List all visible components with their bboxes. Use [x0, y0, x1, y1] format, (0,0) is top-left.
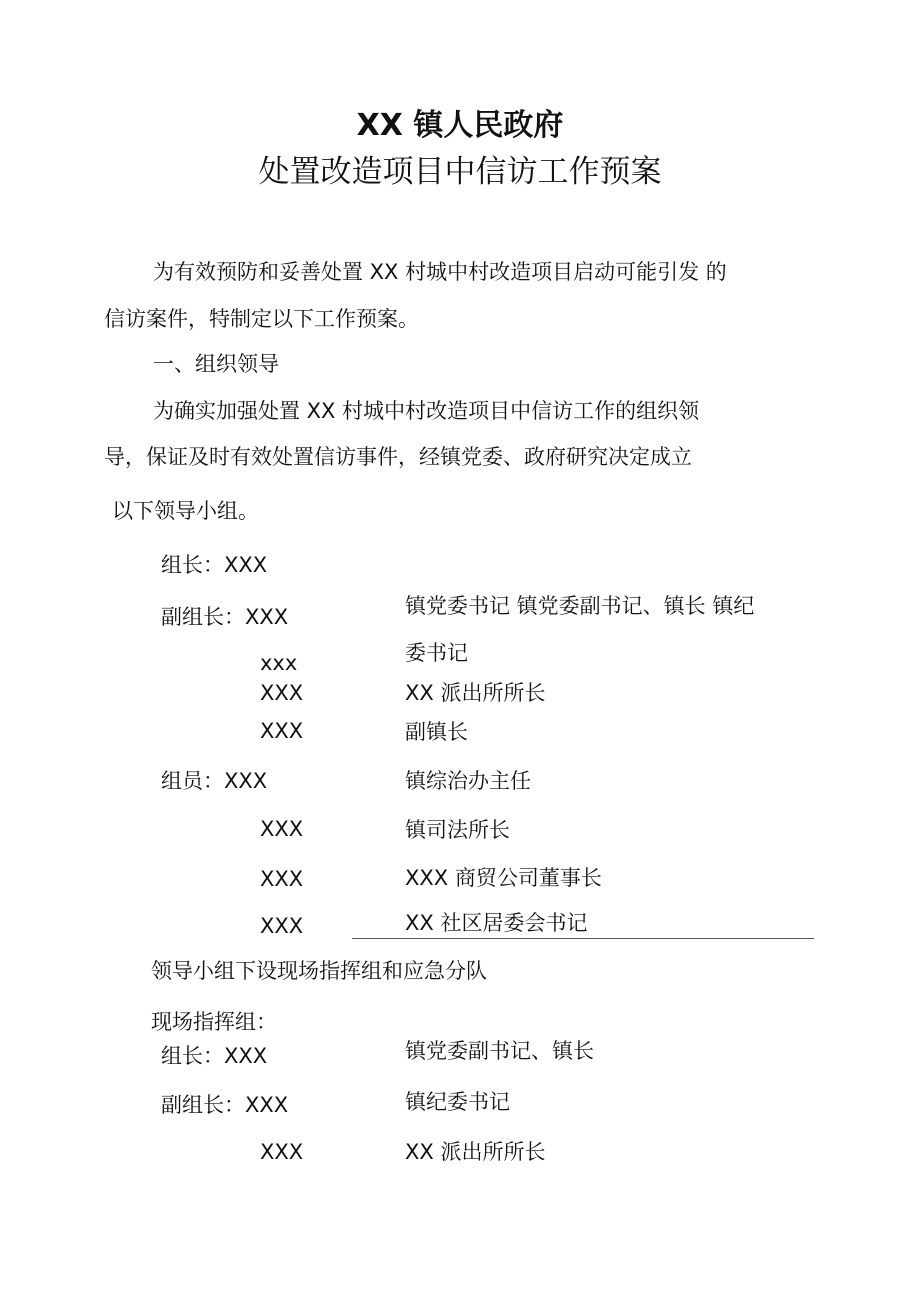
member-row-name: XXX	[260, 817, 304, 841]
group-leader: 组长：XXX	[161, 553, 268, 577]
deputy-title-line2: 委书记	[405, 641, 468, 665]
deputy-row-name: XXX	[260, 719, 304, 743]
document-title-line1: XX 镇人民政府	[356, 108, 564, 143]
member-title: 镇综治办主任	[405, 769, 531, 793]
intro-paragraph-line2: 信访案件，特制定以下工作预案。	[104, 307, 419, 331]
section-paragraph-line2: 导，保证及时有效处置信访事件，经镇党委、政府研究决定成立	[104, 445, 692, 469]
sub-groups-text: 领导小组下设现场指挥组和应急分队	[151, 959, 487, 983]
member-row-title: 镇司法所长	[405, 818, 510, 842]
section-paragraph-line1: 为确实加强处置 XX 村城中村改造项目中信访工作的组织领	[153, 399, 700, 423]
deputy-leader: 副组长：XXX	[161, 605, 289, 629]
section-heading-organization: 一、组织领导	[153, 352, 279, 376]
field-command-deputy-title: 镇纪委书记	[405, 1090, 510, 1114]
member-row-name: XXX	[260, 914, 304, 938]
group-members: 组员：XXX	[161, 769, 268, 793]
member-row-title: XX 社区居委会书记	[405, 911, 588, 935]
deputy-row-name: XXX	[260, 681, 304, 705]
field-command-leader-title: 镇党委副书记、镇长	[405, 1039, 594, 1063]
field-command-extra-name: XXX	[260, 1140, 304, 1164]
member-row-title: XXX 商贸公司董事长	[405, 866, 602, 890]
horizontal-rule	[352, 938, 814, 939]
document-title-line2: 处置改造项目中信访工作预案	[258, 154, 662, 190]
deputy-row-title: XX 派出所所长	[405, 681, 546, 705]
deputy-row-title: 副镇长	[405, 720, 468, 744]
member-row-name: XXX	[260, 867, 304, 891]
field-command-heading: 现场指挥组：	[151, 1010, 277, 1034]
intro-paragraph-line1: 为有效预防和妥善处置 XX 村城中村改造项目启动可能引发 的	[153, 260, 727, 284]
field-command-deputy: 副组长：XXX	[161, 1093, 289, 1117]
deputy-row-name: xxx	[260, 651, 298, 675]
field-command-leader: 组长：XXX	[161, 1044, 268, 1068]
field-command-extra-title: XX 派出所所长	[405, 1140, 546, 1164]
section-paragraph-line3: 以下领导小组。	[112, 499, 259, 523]
deputy-title-line1: 镇党委书记 镇党委副书记、镇长 镇纪	[405, 594, 755, 618]
